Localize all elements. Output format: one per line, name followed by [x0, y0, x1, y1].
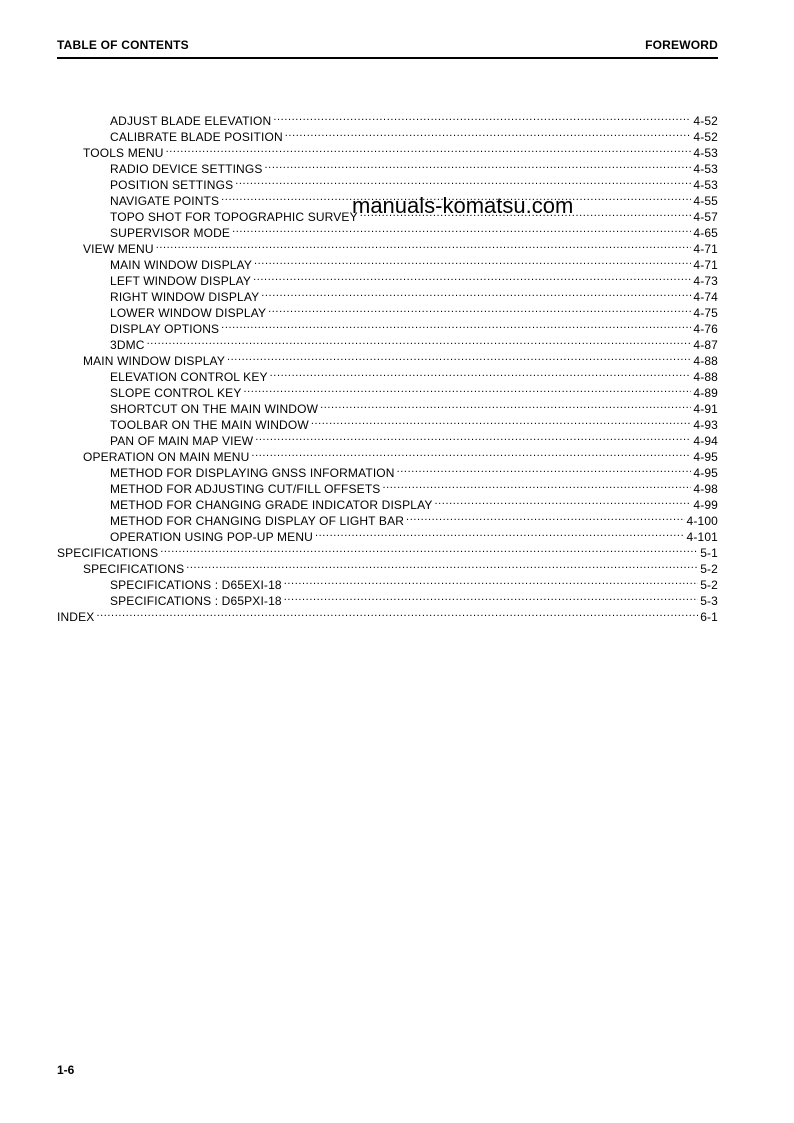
toc-entry-page: 4-98	[693, 482, 718, 496]
toc-entry-title: TOPO SHOT FOR TOPOGRAPHIC SURVEY	[110, 210, 358, 224]
toc-entry-page: 4-65	[693, 226, 718, 240]
toc-leader-dots	[186, 557, 698, 573]
toc-entry-title: SHORTCUT ON THE MAIN WINDOW	[110, 402, 319, 416]
table-of-contents	[57, 109, 718, 624]
toc-entry-title: TOOLBAR ON THE MAIN WINDOW	[110, 418, 309, 432]
toc-leader-dots	[270, 365, 692, 381]
toc-leader-dots	[406, 509, 685, 525]
toc-leader-dots	[284, 589, 698, 605]
header-title: TABLE OF CONTENTS	[57, 38, 189, 52]
toc-leader-dots	[166, 141, 692, 157]
toc-entry-page: 4-73	[693, 274, 718, 288]
toc-entry-title: TOOLS MENU	[83, 146, 164, 160]
toc-entry[interactable]	[57, 349, 718, 368]
toc-entry-title: ELEVATION CONTROL KEY	[110, 370, 268, 384]
toc-entry-page: 4-76	[693, 322, 718, 336]
toc-entry-page: 4-53	[693, 178, 718, 192]
toc-entry-title: CALIBRATE BLADE POSITION	[110, 130, 283, 144]
watermark-text: manuals-komatsu.com	[352, 193, 574, 218]
toc-leader-dots	[268, 301, 691, 317]
toc-entry-title: METHOD FOR CHANGING DISPLAY OF LIGHT BAR	[110, 514, 405, 528]
toc-entry-page: 5-2	[700, 562, 718, 576]
toc-entry-title: SPECIFICATIONS	[57, 546, 159, 560]
toc-entry-page: 4-57	[693, 210, 718, 224]
page-number: 1-6	[57, 1063, 75, 1077]
toc-leader-dots	[147, 333, 692, 349]
toc-entry-page: 5-3	[700, 594, 718, 608]
toc-entry[interactable]	[57, 605, 718, 624]
toc-entry-page: 4-93	[693, 418, 718, 432]
toc-entry-page: 4-94	[693, 434, 718, 448]
toc-leader-dots	[434, 493, 691, 509]
toc-entry-page: 5-1	[700, 546, 718, 560]
toc-leader-dots	[160, 541, 698, 557]
toc-entry-title: SLOPE CONTROL KEY	[110, 386, 242, 400]
toc-entry-page: 4-95	[693, 466, 718, 480]
toc-leader-dots	[315, 525, 685, 541]
toc-entry-title: NAVIGATE POINTS	[110, 194, 220, 208]
toc-entry-page: 4-55	[693, 194, 718, 208]
toc-entry-page: 6-1	[700, 610, 718, 624]
toc-leader-dots	[311, 413, 692, 429]
toc-entry-title: OPERATION USING POP-UP MENU	[110, 530, 313, 544]
toc-leader-dots	[397, 461, 692, 477]
toc-leader-dots	[232, 221, 691, 237]
toc-entry-title: SPECIFICATIONS : D65EXI-18	[110, 578, 282, 592]
toc-entry-title: DISPLAY OPTIONS	[110, 322, 220, 336]
toc-leader-dots	[253, 269, 691, 285]
toc-entry-title: VIEW MENU	[83, 242, 154, 256]
toc-entry-page: 4-53	[693, 146, 718, 160]
toc-leader-dots	[96, 605, 698, 621]
toc-entry-title: PAN OF MAIN MAP VIEW	[110, 434, 254, 448]
toc-leader-dots	[382, 477, 691, 493]
toc-entry-title: METHOD FOR ADJUSTING CUT/FILL OFFSETS	[110, 482, 381, 496]
toc-entry-page: 4-87	[693, 338, 718, 352]
toc-entry-title: SPECIFICATIONS	[83, 562, 185, 576]
toc-entry-page: 4-88	[693, 370, 718, 384]
toc-entry-page: 4-75	[693, 306, 718, 320]
header-section: FOREWORD	[645, 38, 718, 52]
toc-entry-page: 4-95	[693, 450, 718, 464]
toc-entry-title: LOWER WINDOW DISPLAY	[110, 306, 267, 320]
toc-entry-title: RADIO DEVICE SETTINGS	[110, 162, 263, 176]
toc-entry-title: RIGHT WINDOW DISPLAY	[110, 290, 260, 304]
toc-leader-dots	[156, 237, 692, 253]
toc-entry-page: 4-53	[693, 162, 718, 176]
toc-entry-title: SPECIFICATIONS : D65PXI-18	[110, 594, 282, 608]
toc-entry-page: 4-88	[693, 354, 718, 368]
toc-entry-page: 4-91	[693, 402, 718, 416]
toc-entry-page: 4-52	[693, 114, 718, 128]
toc-entry-page: 4-89	[693, 386, 718, 400]
toc-entry-title: OPERATION ON MAIN MENU	[83, 450, 250, 464]
toc-entry-page: 4-74	[693, 290, 718, 304]
toc-leader-dots	[227, 349, 691, 365]
toc-entry-page: 4-71	[693, 242, 718, 256]
toc-leader-dots	[255, 429, 691, 445]
toc-entry-title: MAIN WINDOW DISPLAY	[83, 354, 225, 368]
toc-leader-dots	[284, 573, 698, 589]
toc-entry-page: 4-101	[686, 530, 718, 544]
toc-entry-title: MAIN WINDOW DISPLAY	[110, 258, 252, 272]
toc-leader-dots	[243, 381, 691, 397]
toc-entry-title: LEFT WINDOW DISPLAY	[110, 274, 252, 288]
toc-leader-dots	[261, 285, 691, 301]
toc-leader-dots	[254, 253, 691, 269]
toc-entry-title: ADJUST BLADE ELEVATION	[110, 114, 272, 128]
toc-leader-dots	[265, 157, 692, 173]
toc-entry-title: INDEX	[57, 610, 95, 624]
toc-entry[interactable]	[57, 109, 718, 128]
toc-entry-page: 4-99	[693, 498, 718, 512]
toc-entry[interactable]	[57, 333, 718, 352]
toc-entry[interactable]	[57, 253, 718, 272]
toc-entry-page: 5-2	[700, 578, 718, 592]
toc-leader-dots	[235, 173, 691, 189]
toc-entry-title: 3DMC	[110, 338, 145, 352]
toc-entry-title: METHOD FOR DISPLAYING GNSS INFORMATION	[110, 466, 395, 480]
toc-leader-dots	[285, 125, 692, 141]
toc-entry-title: POSITION SETTINGS	[110, 178, 234, 192]
toc-leader-dots	[221, 317, 691, 333]
toc-entry-title: METHOD FOR CHANGING GRADE INDICATOR DISPLAY	[110, 498, 433, 512]
toc-entry-title: SUPERVISOR MODE	[110, 226, 231, 240]
toc-leader-dots	[320, 397, 691, 413]
toc-entry-page: 4-52	[693, 130, 718, 144]
toc-entry-page: 4-71	[693, 258, 718, 272]
toc-entry[interactable]	[57, 237, 718, 256]
toc-leader-dots	[273, 109, 691, 125]
page-header	[57, 37, 718, 59]
toc-leader-dots	[251, 445, 691, 461]
toc-entry-page: 4-100	[686, 514, 718, 528]
